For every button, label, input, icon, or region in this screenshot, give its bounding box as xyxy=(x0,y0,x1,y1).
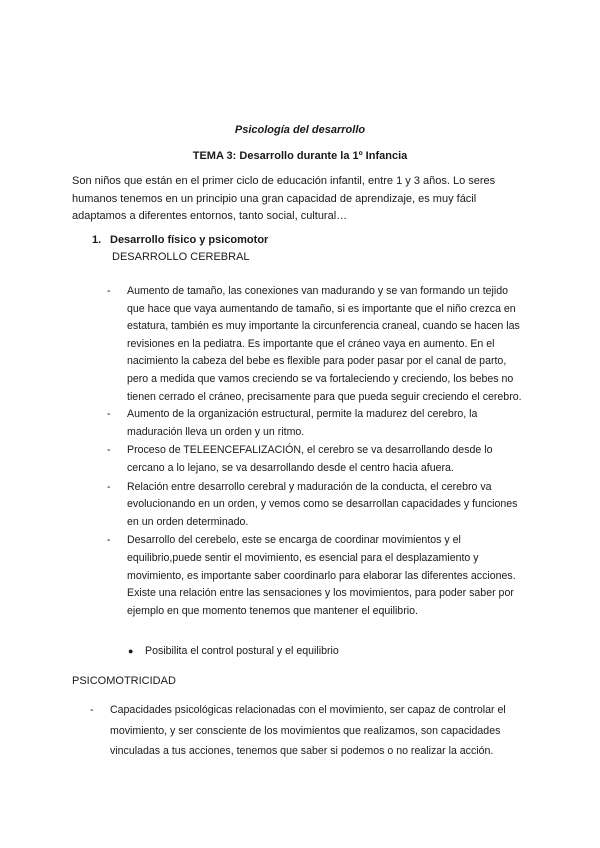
list-item: - Aumento de la organización estructural, permite la madurez del cerebro, la maduración lleva un orden y un ritmo. xyxy=(107,408,478,438)
dash-marker: - xyxy=(107,480,111,493)
dash-marker: - xyxy=(107,408,111,421)
dash-marker: - xyxy=(107,534,111,547)
list-item: - Desarrollo del cerebelo, este se encarga de coordinar movimientos y el equilibrio,puede sentir el movimiento, es esencial para el desplazamiento y movimiento, es importante saber coordinarlo para elaborar las diferentes acciones. Existe una relación entre las sensaciones y los movimientos, para poder saber por ejemplo en que momento tenemos que mantener el equilibrio. xyxy=(107,534,516,617)
brain-development-list xyxy=(107,283,527,621)
topic-title: TEMA 3: Desarrollo durante la 1º Infancia xyxy=(192,150,408,162)
section-title: Desarrollo físico y psicomotor xyxy=(110,234,269,246)
section-heading xyxy=(92,234,268,246)
sub-bullet-item: ● Posibilita el control postural y el equilibrio xyxy=(128,645,339,657)
list-item: - Proceso de TELEENCEFALIZACIÓN, el cerebro se va desarrollando desde lo cercano a lo lejano, se va desarrollando desde el centro hacia afuera. xyxy=(107,444,493,474)
subsection-heading: DESARROLLO CEREBRAL xyxy=(112,251,250,263)
intro-paragraph: Son niños que están en el primer ciclo de educación infantil, entre 1 y 3 años. Lo seres humanos tenemos en un principio una gran capacidad de aprendizaje, es muy fácil adaptamos a diferentes entornos, tanto social, cultural… xyxy=(72,175,496,222)
dash-marker: - xyxy=(107,285,111,297)
dash-marker: - xyxy=(90,704,94,716)
list-item: - Aumento de tamaño, las conexiones van madurando y se van formando un tejido que hace que vaya aumentando de tamaño, si es importante que el niño crezca en estatura, también es muy importante la circunferencia craneal, cuando se hacen las revisiones en la pediatra. Es importante que el cráneo vaya en aumento. En el nacimiento la cabeza del bebe es flexible para poder pasar por el canal de parto, pero a medida que vamos creciendo se va fortaleciendo y creciendo, los bebes no tienen cerrado el cráneo, precisamente para que pueda seguir creciendo el cerebro. xyxy=(107,285,522,403)
document-title: Psicología del desarrollo xyxy=(234,124,366,136)
dash-marker: - xyxy=(107,444,111,457)
bullet-dot-icon: ● xyxy=(128,646,134,656)
list-item: - Relación entre desarrollo cerebral y maduración de la conducta, el cerebro va evolucionando en un orden, y vemos como se desarrollan capacidades y funciones en un orden determinado. xyxy=(107,480,518,528)
psychomotricity-list xyxy=(90,700,530,762)
psychomotricity-heading: PSICOMOTRICIDAD xyxy=(72,675,176,687)
list-item: - Capacidades psicológicas relacionadas con el movimiento, ser capaz de controlar el movimiento, y ser consciente de los movimientos que realizamos, son capacidades vinculadas a tus acciones, tenemos que saber si podemos o no realizar la acción. xyxy=(90,700,530,762)
section-number: 1. xyxy=(92,234,102,246)
